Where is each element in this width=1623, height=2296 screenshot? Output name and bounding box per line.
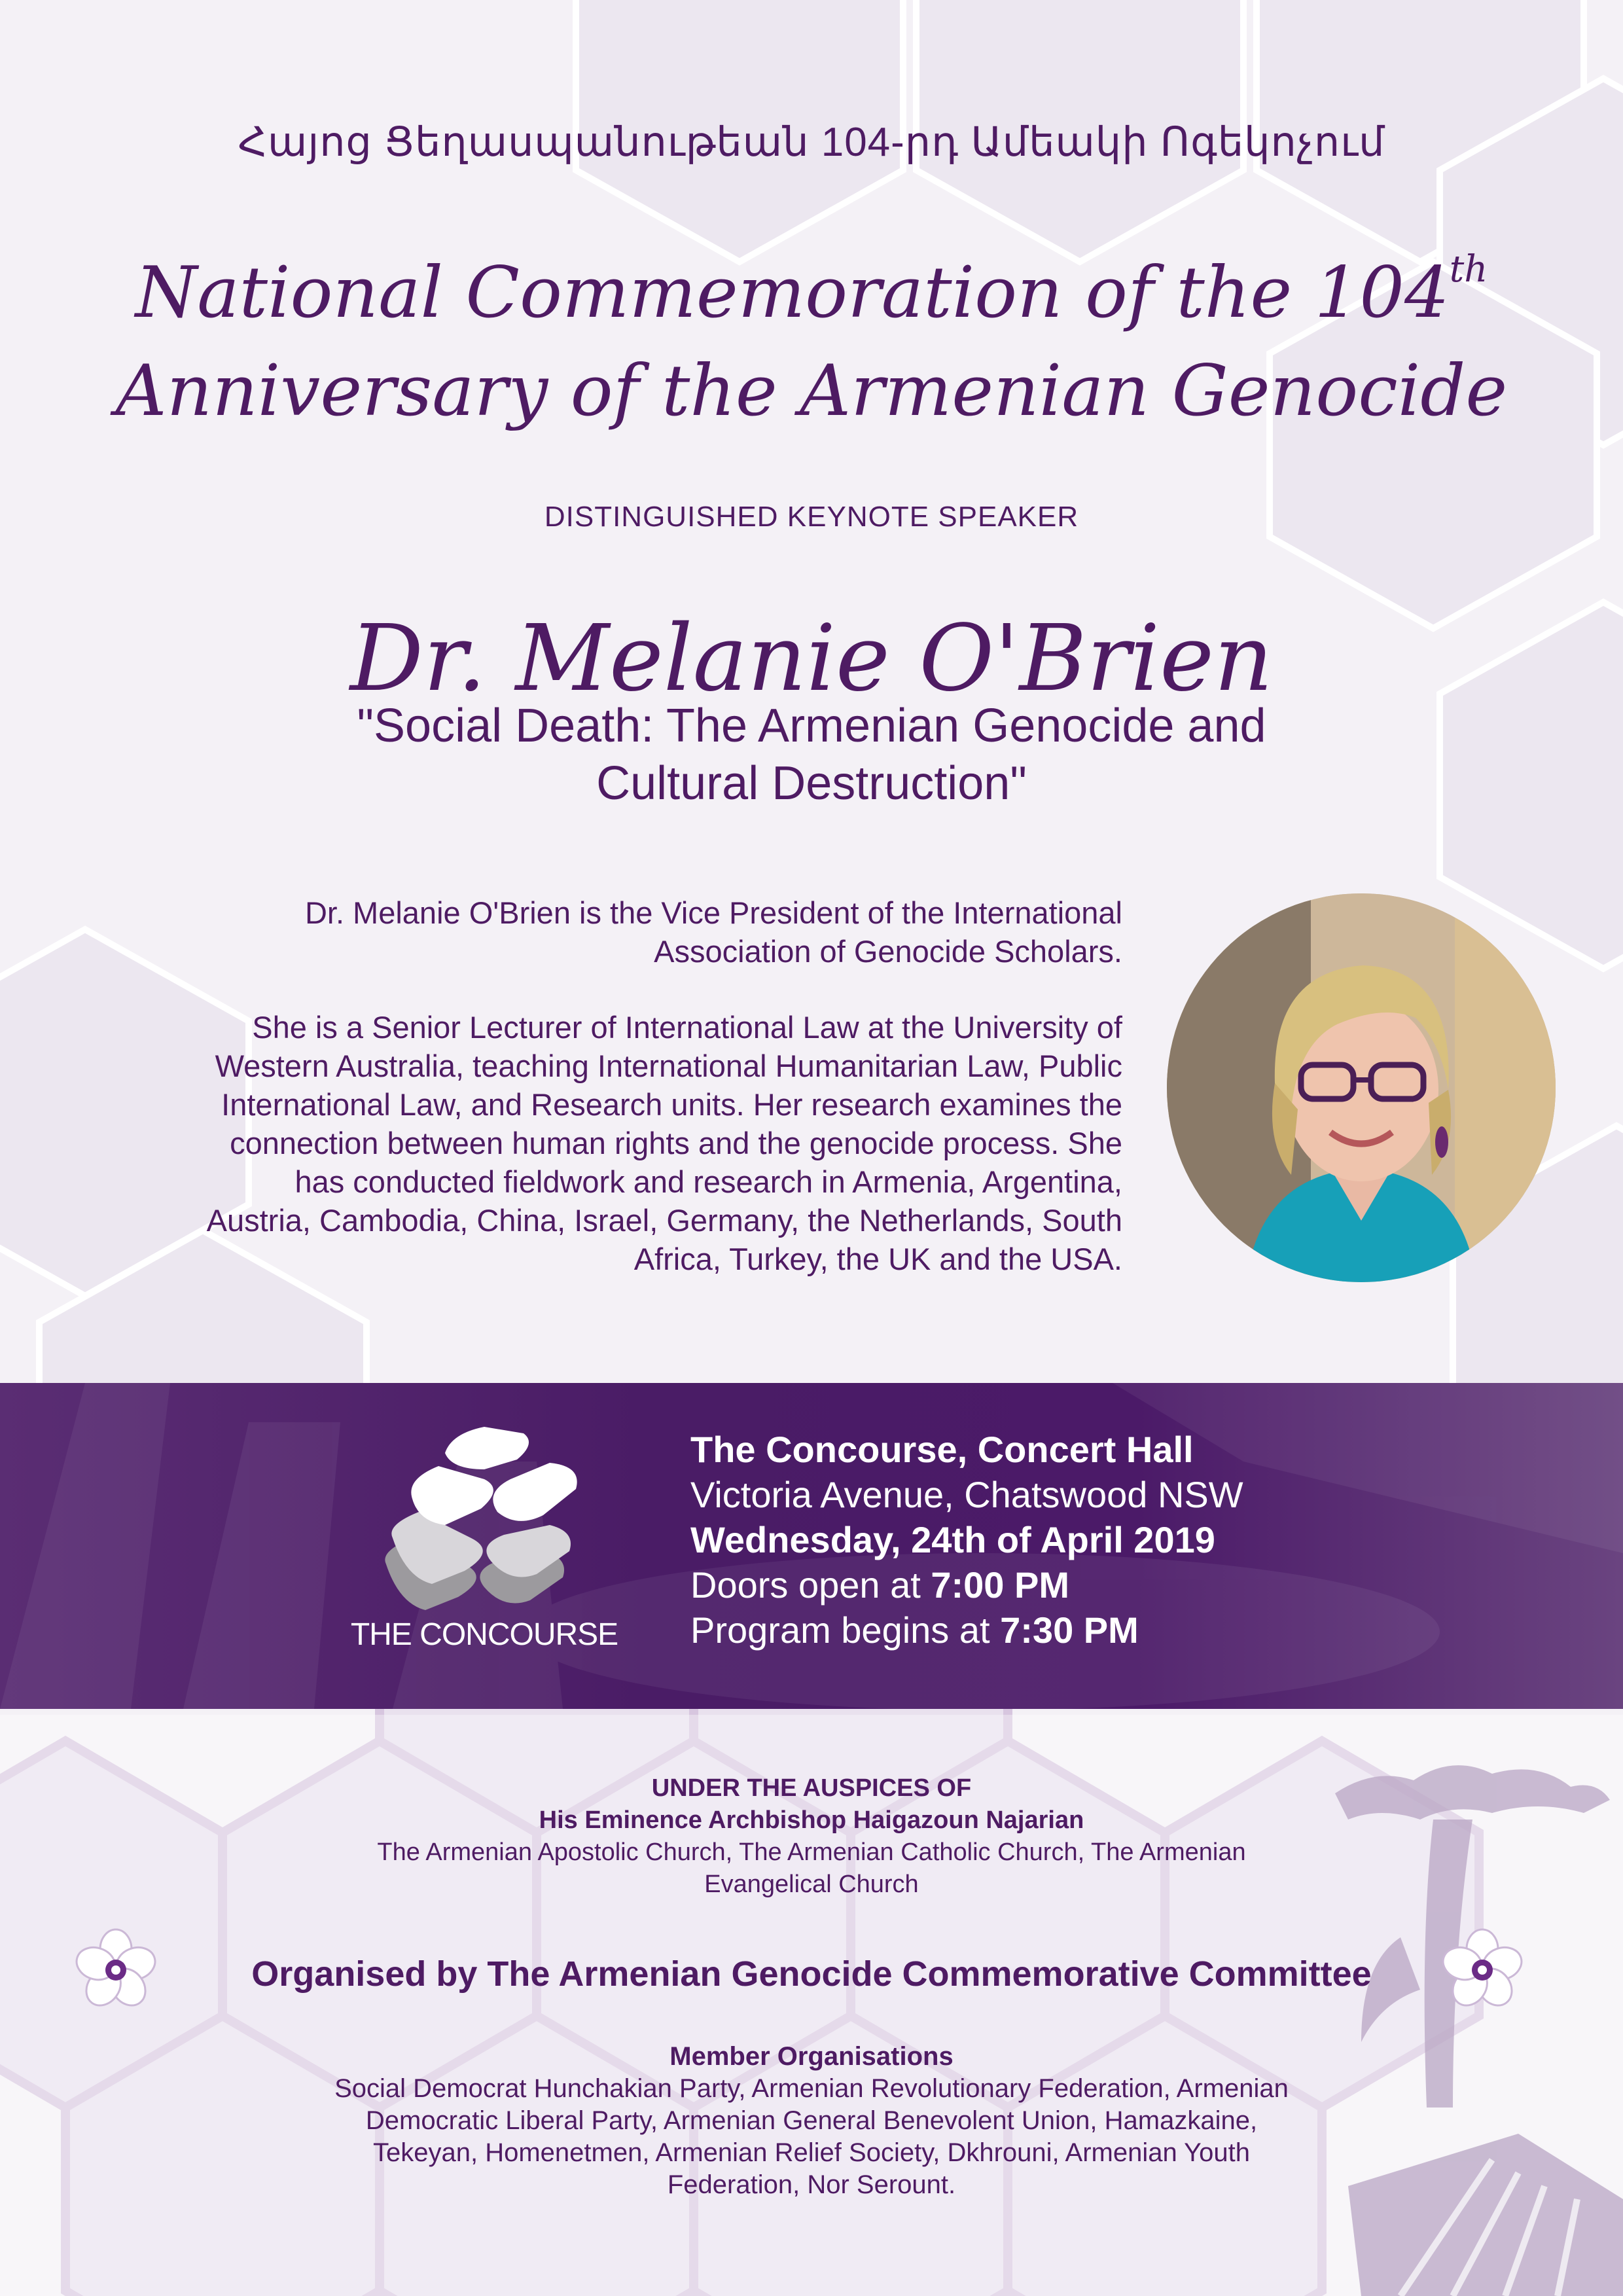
auspices-section [0,1772,1623,1901]
members-line: Federation, Nor Serount. [667,2170,956,2199]
doors-open [690,1562,1243,1607]
bio-line: connection between human rights and the genocide process. She [230,1126,1122,1160]
title-line-1-text: National Commemoration of the 104 [135,252,1450,334]
bio-line: Western Australia, teaching International Humanitarian Law, Public [215,1049,1122,1083]
event-date: Wednesday, 24th of April 2019 [690,1519,1215,1560]
auspices-heading: UNDER THE AUSPICES OF [651,1774,972,1802]
venue-details [690,1427,1243,1653]
auspices-churches-line-1: The Armenian Apostolic Church, The Armenian Catholic Church, The Armenian [377,1839,1246,1866]
auspices-churches-line-2: Evangelical Church [704,1871,919,1898]
member-organisations [0,2041,1623,2201]
talk-title [0,697,1623,812]
talk-title-line-1: "Social Death: The Armenian Genocide and [357,700,1266,752]
members-line: Tekeyan, Homenetmen, Armenian Relief Society, Dkhrouni, Armenian Youth [373,2138,1250,2167]
venue-address: Victoria Avenue, Chatswood NSW [690,1474,1243,1515]
members-line: Social Democrat Hunchakian Party, Armenian Revolutionary Federation, Armenian [334,2074,1289,2103]
bio-line: Austria, Cambodia, China, Israel, Germany, the Netherlands, South [206,1203,1122,1238]
armenian-title: Հայոց Ցեղասպանութեան 104-րդ Ամեակի Ոգեկոչում [238,120,1385,165]
concourse-logo-icon [347,1427,622,1649]
bio-line: Dr. Melanie O'Brien is the Vice President of the International [304,895,1122,930]
concourse-logo-text: THE CONCOURSE [350,1617,618,1652]
bio-line: has conducted fieldwork and research in Armenia, Argentina, [294,1164,1122,1199]
forget-me-not-flower-icon [1440,1928,1525,2013]
bio-line: Africa, Turkey, the UK and the USA. [633,1242,1122,1276]
bio-line: Association of Genocide Scholars. [654,934,1122,969]
speaker-photo [1167,893,1556,1282]
bio-paragraph-1 [79,893,1122,971]
title-line-1 [0,248,1623,334]
doors-open-label: Doors open at [690,1564,931,1605]
members-line: Democratic Liberal Party, Armenian General Benevolent Union, Hamazkaine, [365,2106,1258,2135]
doors-open-time: 7:00 PM [931,1564,1069,1605]
title-line-2: Anniversary of the Armenian Genocide [115,350,1508,432]
auspices-patron: His Eminence Archbishop Haigazoun Najarian [539,1806,1084,1834]
program-begins-label: Program begins at [690,1609,1001,1651]
venue-name: The Concourse, Concert Hall [690,1429,1194,1470]
keynote-label: DISTINGUISHED KEYNOTE SPEAKER [544,501,1079,533]
program-begins [690,1607,1243,1653]
organised-by: Organised by The Armenian Genocide Commemorative Committee [251,1954,1372,1994]
members-heading: Member Organisations [669,2042,954,2071]
speaker-name: Dr. Melanie O'Brien [349,605,1274,712]
bio-paragraph-2 [79,1008,1122,1278]
bio-line: International Law, and Research units. Her research examines the [221,1087,1122,1122]
program-begins-time: 7:30 PM [1000,1609,1139,1651]
title-superscript: th [1449,248,1488,291]
speaker-portrait-image [1167,893,1556,1282]
talk-title-line-2: Cultural Destruction" [596,757,1027,810]
bio-line: She is a Senior Lecturer of International Law at the University of [252,1010,1122,1045]
